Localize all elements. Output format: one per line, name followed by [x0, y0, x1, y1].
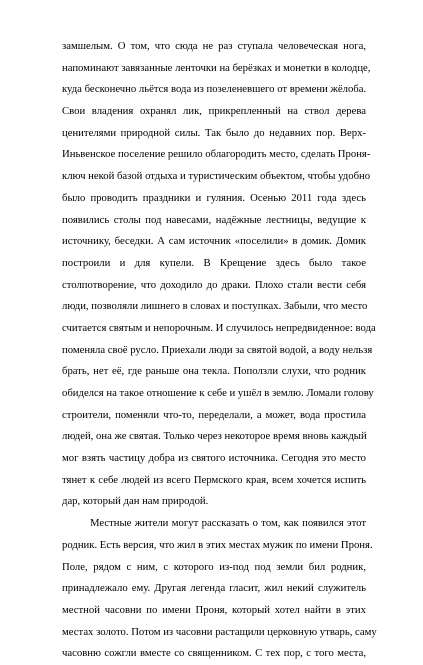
paragraph-1: [62, 36, 376, 513]
paragraph-line: считается святым и непорочным. И случилось непредвиденное: вода: [62, 321, 376, 334]
paragraph-line: родник. Есть версия, что жил в этих местах мужик по имени Проня.: [62, 538, 373, 551]
paragraph-line: тянет к себе людей из всего Пермского края, всем хочется испить: [62, 473, 366, 486]
paragraph-line: принадлежало ему. Другая легенда гласит, жил некий служитель: [62, 582, 366, 595]
paragraph-line: ценителями природной силы. Так было до недавних пор. Верх-: [62, 126, 366, 139]
paragraph-line: местах золото. Потом из часовни растащили церковную утварь, саму: [62, 625, 377, 638]
paragraph-line: ключ некой базой отдыха и туристическим объектом, чтобы удобно: [62, 170, 371, 183]
paragraph-line: обиделся на такое отношение к себе и ушёл в землю. Ломали голову: [62, 387, 374, 399]
paragraph-line: людей, она же святая. Только через некоторое время вновь каждый: [62, 430, 367, 443]
paragraph-line: было проводить праздники и гуляния. Осенью 2011 года здесь: [62, 191, 366, 204]
paragraph-line: источнику, беседки. А сам источник «поселили» в домик. Домик: [62, 235, 366, 248]
paragraph-line: часовню сожгли вместе со священником. С тех пор, с того места,: [62, 647, 366, 660]
paragraph-line: брать, нет её, где раньше она текла. Поползли слухи, что родник: [62, 365, 366, 378]
paragraph-line: поменяла своё русло. Приехали люди за святой водой, а воду нельзя: [62, 343, 373, 356]
paragraph-line: Местные жители могут рассказать о том, как появился этот: [90, 517, 366, 530]
paragraph-line: построили и для купели. В Крещение здесь было такое: [62, 256, 366, 269]
paragraph-line: Свои владения охранял лик, прикрепленный на ствол дерева: [62, 105, 366, 118]
paragraph-line: куда бесконечно льётся вода из позеленевшего от времени жёлоба.: [62, 83, 367, 96]
paragraph-line: замшелым. О том, что сюда не раз ступала человеческая нога,: [62, 40, 366, 52]
paragraph-2: [62, 513, 377, 665]
paragraph-line: столпотворение, что доходило до драки. Плохо стали вести себя: [62, 278, 366, 291]
paragraph-line: люди, позволяли лишнего в словах и поступках. Забыли, что место: [62, 300, 368, 313]
paragraph-line: дар, который дан нам природой.: [62, 495, 209, 508]
paragraph-line: местной часовни по имени Проня, который хотел найти в этих: [62, 603, 366, 616]
paragraph-line: строители, поменяли что-то, переделали, а может, вода простила: [62, 408, 366, 421]
paragraph-line: мог взять частицу добра из святого источника. Сегодня это место: [62, 452, 366, 465]
paragraph-line: напоминают завязанные ленточки на берёзках и монетки в колодце,: [62, 61, 371, 74]
paragraph-line: Иньвенское поселение решило облагородить место, сделать Проня-: [62, 148, 371, 161]
paragraph-line: появились столы под навесами, надёжные лестницы, ведущие к: [62, 213, 366, 226]
paragraph-line: Поле, рядом с ним, с которого из-под под земли бил родник,: [62, 560, 366, 573]
